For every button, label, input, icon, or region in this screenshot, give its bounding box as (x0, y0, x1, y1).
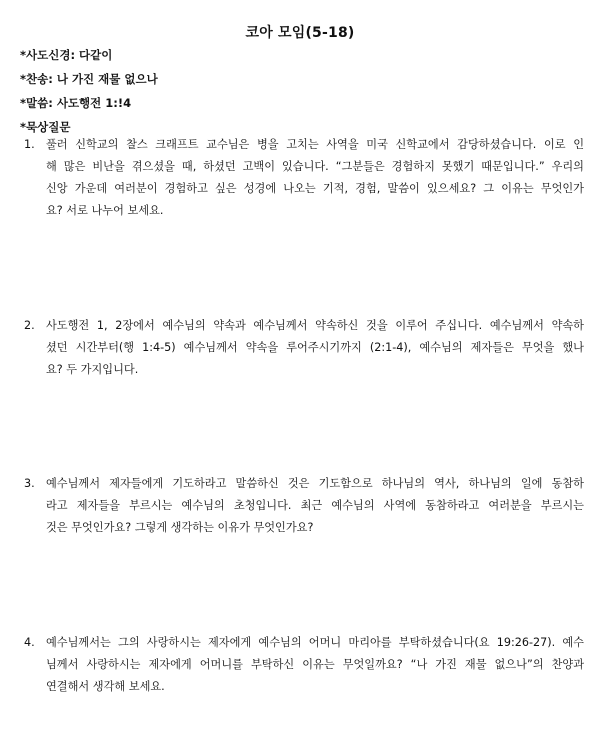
question-line: 예수님께서는 그의 사랑하시는 제자에게 예수님의 어머니 마리아를 부탁하셨습니다(요 19:26-27). 예수 (46, 636, 584, 649)
question-number: 3. (24, 477, 35, 490)
hymn-line: *찬송: 나 가진 재물 없으나 (20, 72, 158, 86)
question-number: 4. (24, 636, 35, 649)
question-text (46, 632, 584, 698)
question-line: 연결해서 생각해 보세요. (46, 680, 165, 693)
question-text (46, 134, 584, 222)
question-text (46, 315, 584, 381)
question-line: 해 많은 비난을 겪으셨을 때, 하셨던 고백이 있습니다. “그분들은 경험하지 못했기 때문입니다.” 우리의 (46, 160, 584, 173)
meditation-heading: *묵상질문 (20, 120, 71, 134)
question-line: 요? 서로 나누어 보세요. (46, 204, 164, 217)
question-2 (24, 315, 584, 381)
question-text (46, 473, 584, 539)
question-4 (24, 632, 584, 698)
question-line: 라고 제자들을 부르시는 예수님의 초청입니다. 최근 예수님의 사역에 동참하라고 여러분을 부르시는 (46, 499, 584, 512)
question-1 (24, 134, 584, 222)
question-number: 2. (24, 319, 35, 332)
question-line: 님께서 사랑하시는 제자에게 어머니를 부탁하신 이유는 무엇일까요? “나 가진 재물 없으나”의 찬양과 (46, 658, 584, 671)
question-line: 예수님께서 제자들에게 기도하라고 말씀하신 것은 기도함으로 하나님의 역사, 하나님의 일에 동참하 (46, 477, 584, 490)
question-line: 것은 무엇인가요? 그렇게 생각하는 이유가 무엇인가요? (46, 521, 314, 534)
question-number: 1. (24, 138, 35, 151)
question-line: 신앙 가운데 여러분이 경험하고 싶은 성경에 나오는 기적, 경험, 말씀이 있으세요? 그 이유는 무엇인가 (46, 182, 584, 195)
question-line: 풀러 신학교의 찰스 크래프트 교수님은 병을 고치는 사역을 미국 신학교에서 감당하셨습니다. 이로 인 (46, 138, 584, 151)
creed-line: *사도신경: 다같이 (20, 48, 113, 62)
question-line: 요? 두 가지입니다. (46, 363, 139, 376)
question-line: 사도행전 1, 2장에서 예수님의 약속과 예수님께서 약속하신 것을 이루어 주십니다. 예수님께서 약속하 (46, 319, 584, 332)
page-title: 코아 모임(5-18) (245, 25, 355, 41)
question-3 (24, 473, 584, 539)
question-line: 셨던 시간부터(행 1:4-5) 예수님께서 약속을 루어주시기까지 (2:1-4), 예수님의 제자들은 무엇을 했나 (46, 341, 584, 354)
scripture-line: *말씀: 사도행전 1:!4 (20, 96, 132, 110)
